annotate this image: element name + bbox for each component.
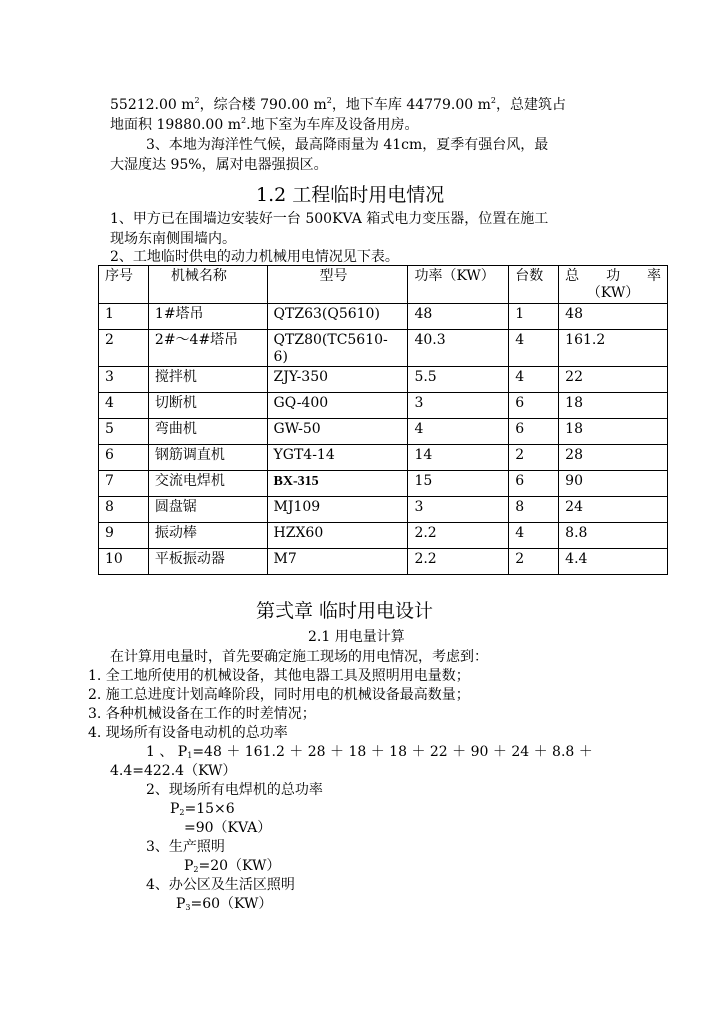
- table-row: [99, 367, 668, 393]
- row-name: 2#～4#塔吊: [148, 330, 267, 367]
- row-model: M7: [267, 549, 408, 575]
- intro-line-2: 地面积 19880.00 $m^2$.地下室为车库及设备用房。: [110, 116, 419, 133]
- row-index: 5: [99, 419, 149, 445]
- row-name: 弯曲机: [148, 419, 267, 445]
- header-name: 机械名称: [148, 266, 267, 304]
- table-row: [99, 419, 668, 445]
- table-row: [99, 445, 668, 471]
- row-name: 振动棒: [148, 523, 267, 549]
- calc-2-result: =90（KVA）: [184, 820, 272, 836]
- row-model: MJ109: [267, 497, 408, 523]
- section-para-1: 1、甲方已在围墙边安装好一台 500KVA 箱式电力变压器，位置在施工: [110, 211, 549, 227]
- row-count: 4: [509, 523, 559, 549]
- row-name: 切断机: [148, 393, 267, 419]
- row-power: 14: [408, 445, 509, 471]
- row-count: 2: [509, 445, 559, 471]
- row-power: 2.2: [408, 549, 509, 575]
- row-model: QTZ63(Q5610): [267, 304, 408, 330]
- header-model: 型号: [267, 266, 408, 304]
- row-model: BX-315: [267, 471, 408, 497]
- calc-1-cont: 4.4=422.4（KW）: [110, 763, 237, 779]
- row-name: 交流电焊机: [148, 471, 267, 497]
- calc-4-formula: $P_3=60(KW)$: [176, 896, 273, 912]
- row-total: 18: [559, 393, 668, 419]
- row-total: 161.2: [559, 330, 668, 367]
- row-power: 4: [408, 419, 509, 445]
- chapter-item-2: 2. 施工总进度计划高峰阶段，同时用电的机械设备最高数量；: [88, 687, 470, 703]
- intro-line-4: 大湿度达 95%，属对电器强损区。: [110, 157, 328, 173]
- row-count: 2: [509, 549, 559, 575]
- chapter-lead: 在计算用电量时，首先要确定施工现场的用电情况，考虑到：: [110, 649, 488, 665]
- row-index: 9: [99, 523, 149, 549]
- row-count: 6: [509, 393, 559, 419]
- row-power: 40.3: [408, 330, 509, 367]
- row-model: HZX60: [267, 523, 408, 549]
- header-count: 台数: [509, 266, 559, 304]
- calc-4-label: 4、办公区及生活区照明: [146, 877, 295, 893]
- row-total: 18: [559, 419, 668, 445]
- table-row: [99, 523, 668, 549]
- table-row: [99, 330, 668, 367]
- intro-line-3: 3、本地为海洋性气候，最高降雨量为 41cm，夏季有强台风，最: [146, 137, 549, 153]
- row-total: 4.4: [559, 549, 668, 575]
- row-total: 22: [559, 367, 668, 393]
- equipment-table: [98, 265, 668, 575]
- header-total: 总 功 率 （KW）: [559, 266, 668, 304]
- row-index: 6: [99, 445, 149, 471]
- row-count: 6: [509, 471, 559, 497]
- table-header-row: [99, 266, 668, 304]
- chapter-item-3: 3. 各种机械设备在工作的时差情况；: [88, 706, 316, 722]
- header-power: 功率（KW）: [408, 266, 509, 304]
- row-count: 4: [509, 330, 559, 367]
- row-total: 28: [559, 445, 668, 471]
- row-total: 48: [559, 304, 668, 330]
- row-power: 15: [408, 471, 509, 497]
- row-total: 8.8: [559, 523, 668, 549]
- row-name: 钢筋调直机: [148, 445, 267, 471]
- row-count: 1: [509, 304, 559, 330]
- row-index: 8: [99, 497, 149, 523]
- row-index: 10: [99, 549, 149, 575]
- row-power: 5.5: [408, 367, 509, 393]
- header-index: 序号: [99, 266, 149, 304]
- row-name: 搅拌机: [148, 367, 267, 393]
- calc-3-formula: $P_2=20(KW)$: [184, 858, 281, 874]
- row-name: 1#塔吊: [148, 304, 267, 330]
- section-title: 1.2 工程临时用电情况: [256, 184, 445, 206]
- chapter-item-1: 1. 全工地所使用的机械设备，其他电器工具及照明用电量数；: [88, 668, 470, 684]
- row-count: 6: [509, 419, 559, 445]
- calc-2-formula: $P_2=15\times 6$: [170, 801, 235, 817]
- calc-1: 1 、 $P_1=48 + 161.2 + 28 + 18 + 18 + 22 + 90 + 24 + 8.8$ ＋: [146, 744, 593, 760]
- row-model: YGT4-14: [267, 445, 408, 471]
- row-index: 1: [99, 304, 149, 330]
- row-model: ZJY-350: [267, 367, 408, 393]
- table-row: [99, 549, 668, 575]
- chapter-item-4: 4. 现场所有设备电动机的总功率: [88, 725, 288, 741]
- calc-3-label: 3、生产照明: [146, 839, 225, 855]
- chapter-title: 第弍章 临时用电设计: [256, 600, 434, 622]
- row-power: 3: [408, 497, 509, 523]
- row-total: 90: [559, 471, 668, 497]
- row-count: 4: [509, 367, 559, 393]
- row-power: 48: [408, 304, 509, 330]
- table-row: [99, 497, 668, 523]
- row-index: 4: [99, 393, 149, 419]
- chapter-subtitle: 2.1 用电量计算: [308, 629, 405, 645]
- row-index: 7: [99, 471, 149, 497]
- table-row: [99, 393, 668, 419]
- row-power: 3: [408, 393, 509, 419]
- row-name: 圆盘锯: [148, 497, 267, 523]
- section-para-3: 2、工地临时供电的动力机械用电情况见下表。: [110, 249, 399, 265]
- calc-2-label: 2、现场所有电焊机的总功率: [146, 782, 323, 798]
- row-name: 平板振动器: [148, 549, 267, 575]
- row-model: GQ-400: [267, 393, 408, 419]
- intro-line-1: 55212.00 $m^2$，综合楼 790.00 $m^2$，地下车库 44779.00 $m^2$，总建筑占: [110, 96, 566, 113]
- section-para-2: 现场东南侧围墙内。: [110, 231, 236, 247]
- row-index: 3: [99, 367, 149, 393]
- row-model: QTZ80(TC5610-6): [267, 330, 408, 367]
- row-total: 24: [559, 497, 668, 523]
- row-power: 2.2: [408, 523, 509, 549]
- table-row: [99, 471, 668, 497]
- row-model: GW-50: [267, 419, 408, 445]
- table-row: [99, 304, 668, 330]
- row-index: 2: [99, 330, 149, 367]
- row-count: 8: [509, 497, 559, 523]
